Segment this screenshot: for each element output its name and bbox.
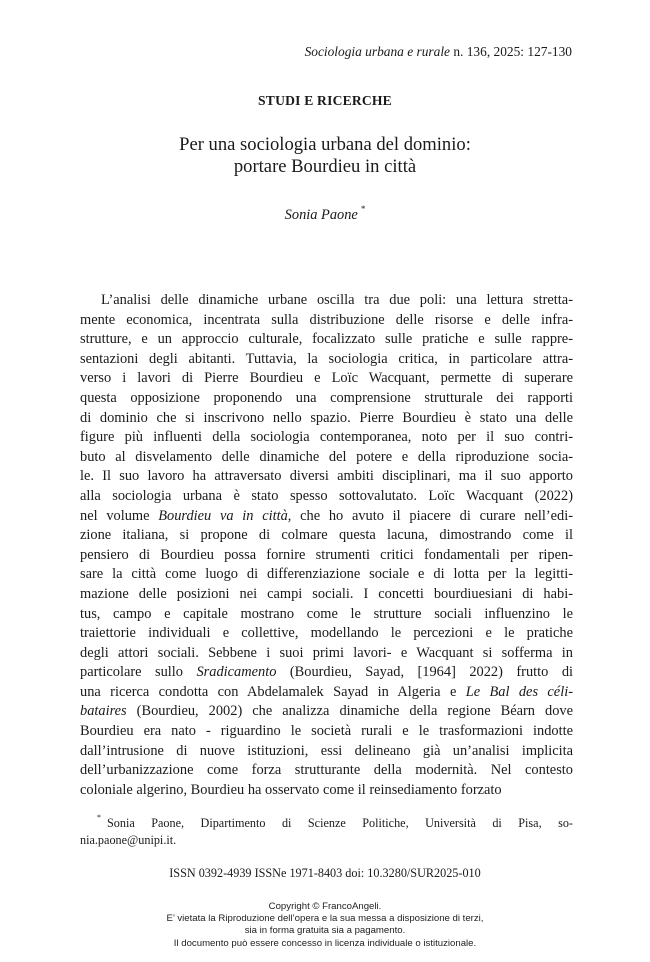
body-line: strutture, e un approccio culturale, focalizzato sulle pratiche e sulle rappre- xyxy=(80,331,573,348)
body-line: bataires (Bourdieu, 2002) che analizza dinamiche della regione Béarn dove xyxy=(80,703,573,720)
section-label: STUDI E RICERCHE xyxy=(258,93,392,108)
copyright-line: Il documento può essere concesso in licenza individuale o istituzionale. xyxy=(173,937,477,949)
body-line: dell’urbanizzazione come forza strutturante della modernità. Nel contesto xyxy=(80,762,573,779)
article-title xyxy=(0,134,650,178)
body-line: Bourdieu era nato - riguardino le società rurali e le trasformazioni indotte xyxy=(80,723,573,740)
copyright-line: sia in forma gratuita sia a pagamento. xyxy=(244,925,406,937)
footnote-line-1 xyxy=(80,811,573,832)
body-line: buto al disvelamento delle dinamiche del potere e della riproduzione socia- xyxy=(80,448,573,465)
body-line: tus, campo e capitale mostrano come le strutture sociali influenzino le xyxy=(80,605,573,622)
footnote-marker: * xyxy=(360,204,366,214)
body-line: mente economica, incentrata sulla distribuzione delle risorse e delle infra- xyxy=(80,311,573,328)
author xyxy=(0,205,650,224)
body-line: degli attori sociali. Sebbene i suoi primi lavori- e Wacquant si sofferma in xyxy=(80,644,573,661)
body-line: le. Il suo lavoro ha attraversato diversi ambiti disciplinari, ma il suo apporto xyxy=(80,468,573,485)
copyright-line: Copyright © FrancoAngeli. xyxy=(268,901,382,912)
issn-doi-line: ISSN 0392-4939 ISSNe 1971-8403 doi: 10.3280/SUR2025-010 xyxy=(169,866,481,880)
footnote-text-1: Sonia Paone, Dipartimento di Scienze Politiche, Università di Pisa, so- xyxy=(107,816,573,831)
body-line: questa opposizione proponendo una comprensione strutturale dei rapporti xyxy=(80,389,573,406)
body-line: sentazioni degli abitanti. Tuttavia, la sociologia critica, in particolare attra- xyxy=(80,350,573,367)
body-line: nel volume Bourdieu va in città, che ho avuto il piacere di curare nell’edi- xyxy=(80,507,573,524)
copyright-notice xyxy=(0,901,650,950)
body-line: mazione delle posizioni nei campi sociali. I concetti bourdiuesiani di habi- xyxy=(80,585,573,602)
body-line: coloniale algerino, Bourdieu ha osservato come il reinsediamento forzato xyxy=(80,781,502,798)
body-line: zione italiana, si propone di colmare questa lacuna, dimostrando come il xyxy=(80,527,573,544)
article-title-line-2: portare Bourdieu in città xyxy=(233,156,417,177)
body-line: una ricerca condotta con Abdelamalek Sayad in Algeria e Le Bal des céli- xyxy=(80,683,573,700)
body-line: sare la città come luogo di differenziazione sociale e di lotta per la legitti- xyxy=(80,566,573,583)
copyright-line: E’ vietata la Riproduzione dell’opera e la sua messa a disposizione di terzi, xyxy=(166,913,484,925)
article-title-line-1: Per una sociologia urbana del dominio: xyxy=(179,134,471,155)
body-line: particolare sullo Sradicamento (Bourdieu, Sayad, [1964] 2022) frutto di xyxy=(80,664,574,681)
running-head xyxy=(305,44,572,60)
body-line: figure più influenti della sociologia contemporanea, noto per il suo contri- xyxy=(80,429,573,446)
body-line: traiettorie individuali e collettive, modellando le percezioni e le pratiche xyxy=(80,625,573,642)
author-name: Sonia Paone xyxy=(284,206,358,223)
body-text xyxy=(80,291,573,800)
body-line: alla sociologia urbana è stato spesso sottovalutato. Loïc Wacquant (2022) xyxy=(80,487,573,504)
footnote-mark: * xyxy=(97,813,101,822)
journal-name: Sociologia urbana e rurale xyxy=(304,44,450,59)
footnote xyxy=(80,811,573,849)
body-line: L’analisi delle dinamiche urbane oscilla tra due poli: una lettura stretta- xyxy=(101,292,573,308)
body-line: di dominio che si inscrivono nello spazio. Pierre Bourdieu è stato una delle xyxy=(80,409,573,426)
body-line: verso i lavori di Pierre Bourdieu e Loïc Wacquant, permette di superare xyxy=(80,370,573,387)
body-line: pensiero di Bourdieu possa fornire strumenti critici fondamentali per ripen- xyxy=(80,546,573,563)
footnote-line-2: nia.paone@unipi.it. xyxy=(80,833,177,848)
body-line: dall’intrusione di nuove istituzioni, essi delineano già un’analisi implicita xyxy=(80,742,573,759)
issue-info: n. 136, 2025: 127-130 xyxy=(450,44,572,59)
